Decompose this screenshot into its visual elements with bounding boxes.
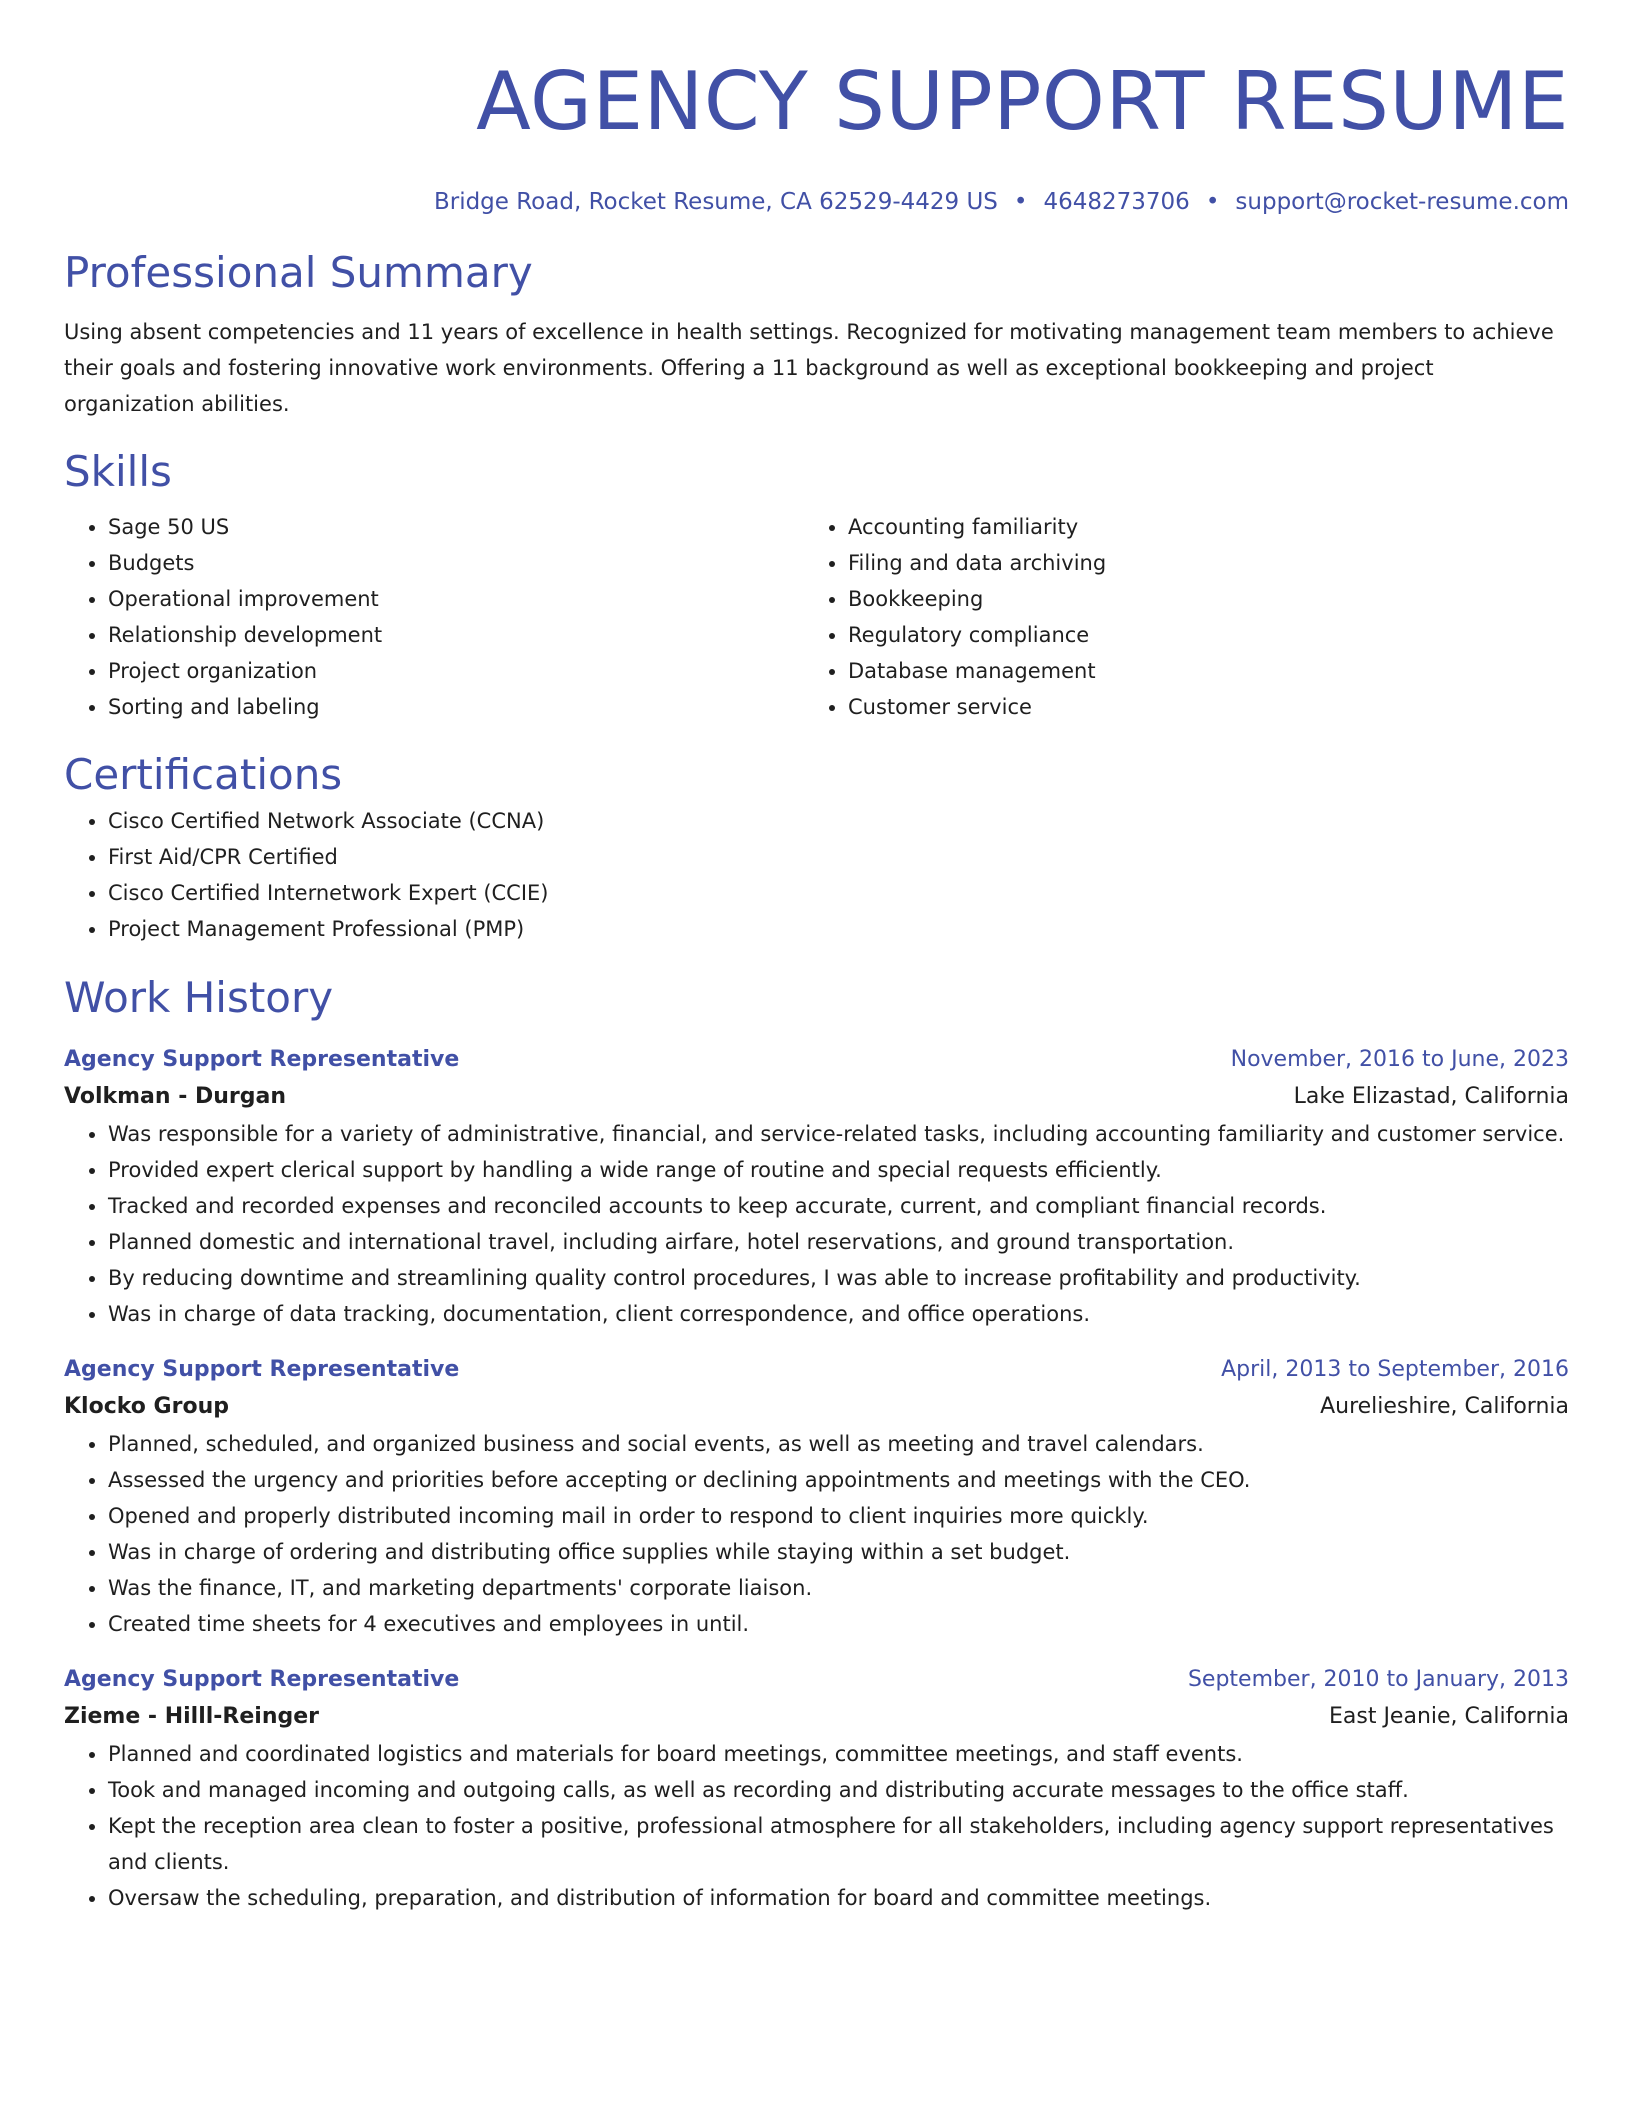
job-company: Volkman - Durgan — [64, 1084, 287, 1109]
skill-item: • Database management — [848, 653, 1544, 689]
certification-item: • First Aid/CPR Certified — [108, 839, 1569, 875]
skill-item: • Filing and data archiving — [848, 545, 1544, 581]
certification-item: • Cisco Certified Network Associate (CCNA) — [108, 803, 1569, 839]
job-duty: • Was responsible for a variety of administrative, financial, and service-related tasks, including accounting familiarity and customer service. — [108, 1116, 1569, 1152]
contact-line — [64, 186, 1569, 218]
contact-email[interactable]: support@rocket-resume.com — [1235, 189, 1569, 215]
job-duty: • Opened and properly distributed incoming mail in order to respond to client inquiries more quickly. — [108, 1498, 1569, 1534]
job-duties-list — [64, 1736, 1569, 1916]
certification-item: • Cisco Certified Internetwork Expert (CCIE) — [108, 875, 1569, 911]
skill-item: • Sorting and labeling — [108, 689, 804, 725]
skill-item: • Operational improvement — [108, 581, 804, 617]
job-header-row — [64, 1352, 1569, 1388]
skill-item: • Project organization — [108, 653, 804, 689]
certification-item: • Project Management Professional (PMP) — [108, 911, 1569, 947]
contact-separator: • — [1205, 189, 1220, 215]
work-history-heading: Work History — [64, 973, 334, 1022]
skills-column-left — [64, 509, 804, 725]
certifications-list — [64, 803, 1569, 947]
skills-list-left — [64, 509, 804, 725]
skill-item: • Customer service — [848, 689, 1544, 725]
job-company: Zieme - Hilll-Reinger — [64, 1704, 319, 1729]
skill-item: • Budgets — [108, 545, 804, 581]
job-duty: • Planned, scheduled, and organized business and social events, as well as meeting and travel calendars. — [108, 1426, 1569, 1462]
job-duty: • Assessed the urgency and priorities before accepting or declining appointments and meetings with the CEO. — [108, 1462, 1569, 1498]
job-company-row — [64, 1388, 1569, 1426]
skills-list-right — [804, 509, 1544, 725]
job-company: Klocko Group — [64, 1394, 229, 1419]
job-company-row — [64, 1078, 1569, 1116]
job-location: Lake Elizastad, California — [1293, 1084, 1569, 1109]
job-entry — [64, 1352, 1569, 1642]
job-header-row — [64, 1042, 1569, 1078]
certifications-heading: Certifications — [64, 750, 343, 799]
skill-item: • Relationship development — [108, 617, 804, 653]
resume-header — [64, 54, 1569, 218]
job-duty: • Was in charge of data tracking, documentation, client correspondence, and office operations. — [108, 1296, 1569, 1332]
job-header-row — [64, 1662, 1569, 1698]
job-title: Agency Support Representative — [64, 1357, 460, 1382]
job-entry — [64, 1662, 1569, 1916]
skills-column-right — [804, 509, 1544, 725]
job-duty: • Planned and coordinated logistics and materials for board meetings, committee meetings, and staff events. — [108, 1736, 1569, 1772]
job-title: Agency Support Representative — [64, 1047, 460, 1072]
job-dates: November, 2016 to June, 2023 — [1230, 1047, 1569, 1072]
job-duty: • Created time sheets for 4 executives and employees in until. — [108, 1606, 1569, 1642]
skill-item: • Sage 50 US — [108, 509, 804, 545]
skill-item: • Bookkeeping — [848, 581, 1544, 617]
job-duty: • Provided expert clerical support by handling a wide range of routine and special requests efficiently. — [108, 1152, 1569, 1188]
job-duties-list — [64, 1116, 1569, 1332]
skill-item: • Accounting familiarity — [848, 509, 1544, 545]
resume-title: AGENCY SUPPORT RESUME — [476, 55, 1569, 148]
job-location: East Jeanie, California — [1328, 1704, 1569, 1729]
skill-item: • Regulatory compliance — [848, 617, 1544, 653]
job-title: Agency Support Representative — [64, 1667, 460, 1692]
job-duty: • Kept the reception area clean to foster a positive, professional atmosphere for all stakeholders, including agency support representatives and clients. — [108, 1808, 1569, 1880]
job-duties-list — [64, 1426, 1569, 1642]
job-duty: • Oversaw the scheduling, preparation, and distribution of information for board and committee meetings. — [108, 1880, 1569, 1916]
job-duty: • Took and managed incoming and outgoing calls, as well as recording and distributing accurate messages to the office staff. — [108, 1772, 1569, 1808]
summary-heading: Professional Summary — [64, 248, 533, 297]
skills-grid — [64, 509, 1569, 725]
summary-text: Using absent competencies and 11 years of excellence in health settings. Recognized for motivating management team members to achieve their goals and fostering innovative work environments. Offering a 11 background as well as exceptional bookkeeping and project organization abilities. — [64, 320, 1554, 416]
job-entry — [64, 1042, 1569, 1332]
job-duty: • Was the finance, IT, and marketing departments' corporate liaison. — [108, 1570, 1569, 1606]
job-location: Aurelieshire, California — [1320, 1394, 1569, 1419]
job-company-row — [64, 1698, 1569, 1736]
job-dates: April, 2013 to September, 2016 — [1221, 1357, 1569, 1382]
job-dates: September, 2010 to January, 2013 — [1187, 1667, 1569, 1692]
job-duty: • Planned domestic and international travel, including airfare, hotel reservations, and ground transportation. — [108, 1224, 1569, 1260]
job-duty: • Was in charge of ordering and distributing office supplies while staying within a set budget. — [108, 1534, 1569, 1570]
job-duty: • Tracked and recorded expenses and reconciled accounts to keep accurate, current, and compliant financial records. — [108, 1188, 1569, 1224]
contact-address: Bridge Road, Rocket Resume, CA 62529-4429 US — [433, 189, 998, 215]
job-duty: • By reducing downtime and streamlining quality control procedures, I was able to increase profitability and productivity. — [108, 1260, 1569, 1296]
skills-heading: Skills — [64, 447, 172, 496]
contact-separator: • — [1013, 189, 1028, 215]
contact-phone: 4648273706 — [1043, 189, 1190, 215]
